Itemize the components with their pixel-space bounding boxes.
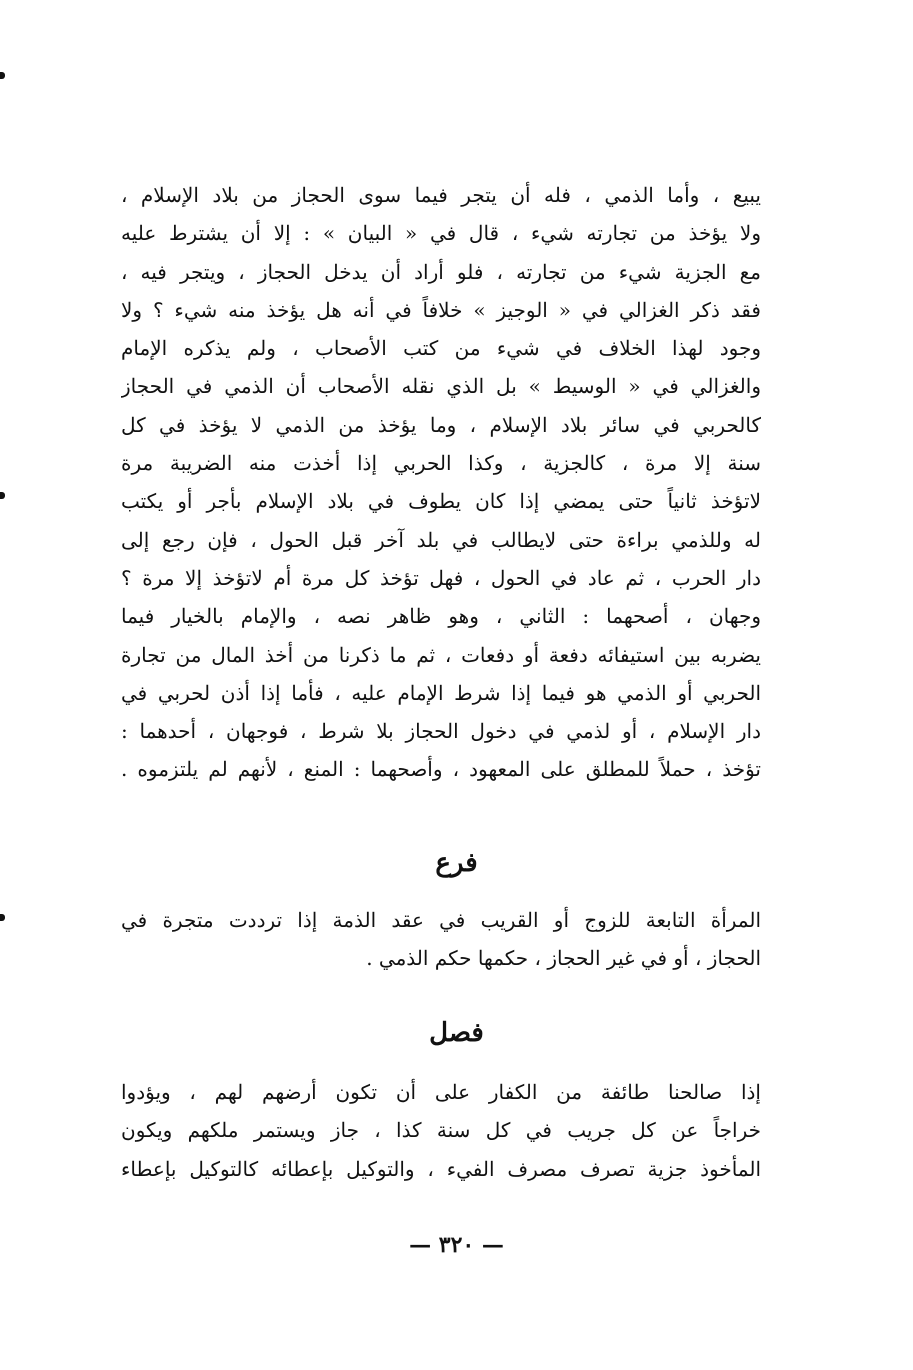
scan-edge-mark: [0, 492, 5, 499]
text-line: دار الحرب ، ثم عاد في الحول ، فهل تؤخذ كل مرة أم لاتؤخذ إلا مرة ؟: [121, 565, 761, 590]
text-line: له وللذمي براءة حتى لايطالب في بلد آخر قبل الحول ، فإن رجع إلى: [121, 527, 761, 552]
text-line: لاتؤخذ ثانياً حتى يمضي إذا كان يطوف في بلاد الإسلام بأجر أو يكتب: [121, 489, 761, 514]
text-line: المرأة التابعة للزوج أو القريب في عقد الذمة إذا ترددت متجرة في: [121, 908, 761, 932]
text-line: كالحربي في سائر بلاد الإسلام ، وما يؤخذ من الذمي لا يؤخذ في كل: [121, 412, 761, 437]
section-heading-fasl: فصل: [429, 1018, 484, 1048]
text-line: وجهان ، أصحهما : الثاني ، وهو ظاهر نصه ، والإمام بالخيار فيما: [121, 604, 761, 629]
text-line: المأخوذ جزية تصرف مصرف الفيء ، والتوكيل بإعطائه كالتوكيل بإعطاء: [121, 1156, 761, 1181]
text-line: إذا صالحنا طائفة من الكفار على أن تكون أرضهم لهم ، ويؤدوا: [121, 1080, 761, 1104]
text-line: يبيع ، وأما الذمي ، فله أن يتجر فيما سوى الحجاز من بلاد الإسلام ،: [121, 183, 761, 207]
text-line: ولا يؤخذ من تجارته شيء ، قال في « البيان » : إلا أن يشترط عليه: [121, 221, 761, 246]
main-paragraph: [121, 176, 761, 789]
text-line: مع الجزية شيء من تجارته ، فلو أراد أن يدخل الحجاز ، ويتجر فيه ،: [121, 259, 761, 284]
text-line: وجود لهذا الخلاف في شيء من كتب الأصحاب ، ولم يذكره الإمام: [121, 336, 761, 361]
text-line: الحجاز ، أو في غير الحجاز ، حكمها حكم الذمي .: [366, 946, 761, 971]
text-line: الحربي أو الذمي هو فيما إذا شرط الإمام عليه ، فأما إذا أذن لحربي في: [121, 680, 761, 705]
text-line: سنة إلا مرة ، كالجزية ، وكذا الحربي إذا أخذت منه الضريبة مرة: [121, 451, 761, 476]
page-number: — ٣٢٠ —: [409, 1232, 504, 1258]
text-line: يضربه بين استيفائه دفعة أو دفعات ، ثم ما ذكرنا من أخذ المال من تجارة: [121, 642, 761, 667]
scan-edge-mark: [0, 914, 5, 921]
far-paragraph: [121, 901, 761, 978]
scan-edge-mark: [0, 72, 5, 79]
fasl-paragraph: [121, 1073, 761, 1188]
text-line: خراجاً عن كل جريب في كل سنة كذا ، جاز ويستمر ملكهم ويكون: [121, 1118, 761, 1143]
text-line: والغزالي في « الوسيط » بل الذي نقله الأصحاب أن الذمي في الحجاز: [121, 374, 761, 399]
text-line: فقد ذكر الغزالي في « الوجيز » خلافاً في أنه هل يؤخذ منه شيء ؟ ولا: [121, 297, 761, 322]
text-line: تؤخذ ، حملاً للمطلق على المعهود ، وأصحهما : المنع ، لأنهم لم يلتزموه .: [121, 757, 761, 782]
section-heading-far: فرع: [435, 848, 478, 878]
text-line: دار الإسلام ، أو لذمي في دخول الحجاز بلا شرط ، فوجهان ، أحدهما :: [121, 719, 761, 744]
